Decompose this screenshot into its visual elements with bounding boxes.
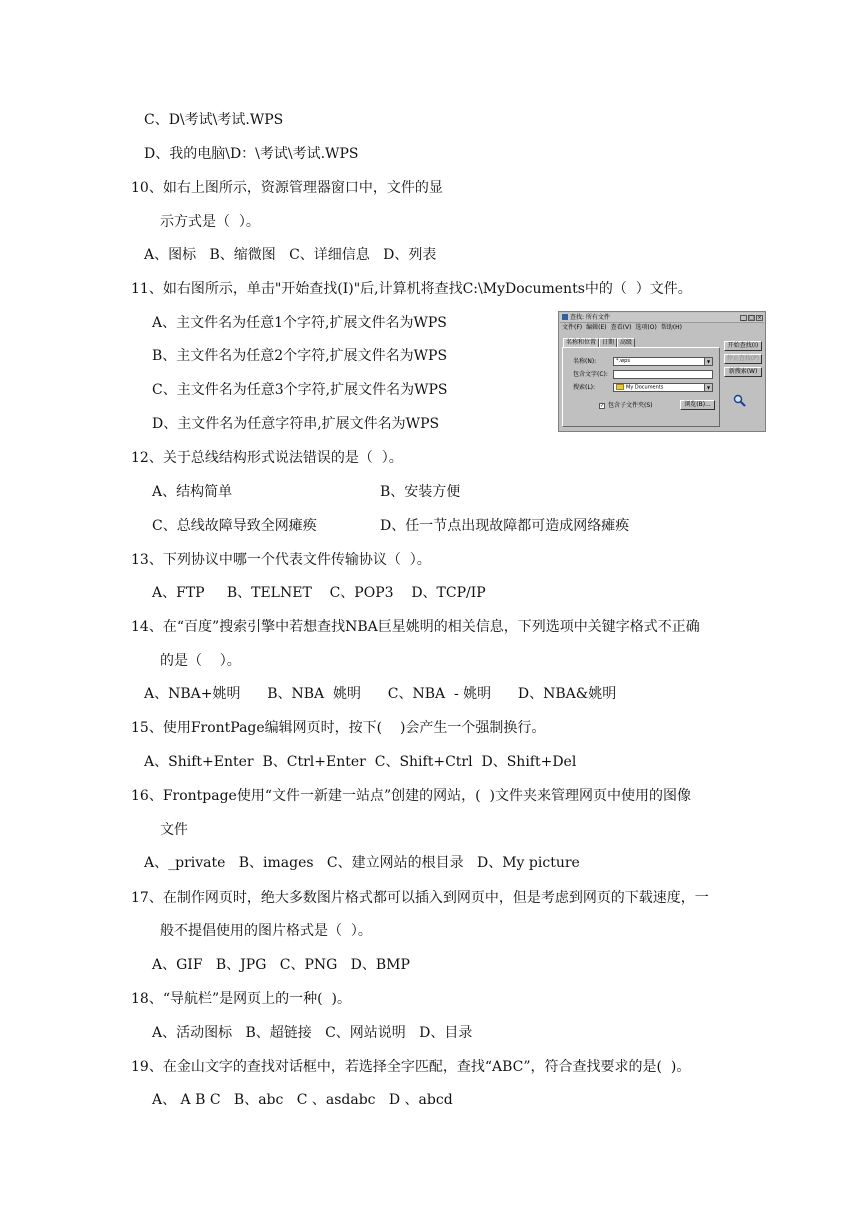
- folder-icon: [616, 384, 624, 390]
- chevron-down-icon[interactable]: ▼: [704, 384, 712, 391]
- question-line: 19、在金山文字的查找对话框中，若选择全字匹配，查找“ABC”，符合查找要求的是( )。: [131, 1059, 691, 1075]
- option-line: A、主文件名为任意1个字符,扩展文件名为WPS: [152, 315, 447, 331]
- dialog-title: 查找: 所有文件: [570, 314, 610, 321]
- question-line: 12、关于总线结构形式说法错误的是（ ）。: [131, 450, 403, 466]
- question-line: 13、下列协议中哪一个代表文件传输协议（ ）。: [131, 552, 431, 568]
- option-line: D、主文件名为任意字符串,扩展文件名为WPS: [152, 416, 440, 432]
- chevron-down-icon[interactable]: ▼: [704, 358, 712, 365]
- menu-file[interactable]: 文件(F): [562, 324, 583, 331]
- option-line: A、Shift+Enter B、Ctrl+Enter C、Shift+Ctrl D、Shift+Del: [144, 754, 577, 770]
- name-label: 名称(N):: [573, 358, 597, 365]
- search-app-icon: [562, 314, 568, 320]
- close-button[interactable]: ×: [757, 315, 762, 321]
- option-line: C、D\考试\考试.WPS: [144, 112, 284, 128]
- option-line: A、NBA+姚明 B、NBA 姚明 C、NBA - 姚明 D、NBA&姚明: [144, 686, 617, 702]
- menu-options[interactable]: 选项(O): [635, 324, 657, 331]
- option-line: A、活动图标 B、超链接 C、网站说明 D、目录: [152, 1025, 473, 1041]
- question-line: 11、如右图所示，单击"开始查找(I)"后,计算机将查找C:\MyDocuments中的（ ）文件。: [131, 281, 692, 297]
- question-line: 14、在“百度”搜索引擎中若想查找NBA巨星姚明的相关信息，下列选项中关键字格式不正确: [131, 619, 700, 635]
- option-line: B、安装方便: [380, 484, 461, 500]
- option-line: A、FTP B、TELNET C、POP3 D、TCP/IP: [152, 585, 486, 601]
- option-line: C、主文件名为任意3个字符,扩展文件名为WPS: [152, 382, 448, 398]
- dialog-menubar: [562, 324, 686, 332]
- question-line: 18、“导航栏”是网页上的一种( )。: [131, 991, 351, 1007]
- option-line: B、主文件名为任意2个字符,扩展文件名为WPS: [152, 348, 448, 364]
- question-line: 10、如右上图所示，资源管理器窗口中，文件的显: [131, 180, 443, 196]
- subfolders-checkbox[interactable]: ✓: [600, 403, 605, 409]
- contains-text-field[interactable]: [613, 370, 713, 379]
- maximize-button[interactable]: □: [749, 315, 754, 321]
- find-files-dialog: [558, 311, 766, 432]
- menu-view[interactable]: 查看(V): [610, 324, 632, 331]
- option-line: A、GIF B、JPG C、PNG D、BMP: [152, 957, 410, 973]
- magnifier-icon: [733, 394, 747, 408]
- tab-name-location[interactable]: 名称和位置: [563, 338, 599, 347]
- option-line: D、我的电脑\D：\考试\考试.WPS: [144, 146, 359, 162]
- option-line: C、总线故障导致全网瘫痪: [152, 518, 317, 534]
- option-line: A、 A B C B、abc C 、asdabc D 、abcd: [152, 1092, 453, 1108]
- name-field-value: *.wps: [616, 358, 630, 364]
- question-line: 15、使用FrontPage编辑网页时，按下( )会产生一个强制换行。: [131, 720, 546, 736]
- minimize-button[interactable]: _: [740, 315, 747, 321]
- option-line: A、_private B、images C、建立网站的根目录 D、My picture: [144, 855, 580, 871]
- find-now-button[interactable]: 开始查找(I): [724, 341, 762, 351]
- tab-advanced[interactable]: 高级: [617, 338, 635, 347]
- menu-help[interactable]: 帮助(H): [660, 324, 683, 331]
- menu-edit[interactable]: 编辑(E): [586, 324, 607, 331]
- subfolders-label: 包含子文件夹(S): [608, 402, 653, 409]
- search-in-select[interactable]: [613, 383, 713, 392]
- new-search-button[interactable]: 新搜索(W): [724, 367, 762, 377]
- question-line: 般不提倡使用的图片格式是（ ）。: [160, 923, 372, 939]
- dialog-tabs: [563, 338, 635, 347]
- stop-button[interactable]: 停止查找(P): [724, 354, 762, 364]
- option-line: D、任一节点出现故障都可造成网络瘫痪: [380, 518, 630, 534]
- tab-panel: [562, 347, 720, 427]
- name-field[interactable]: [613, 357, 713, 366]
- tab-date[interactable]: 日期: [599, 338, 617, 347]
- option-line: A、图标 B、缩微图 C、详细信息 D、列表: [144, 247, 437, 263]
- question-line: 文件: [160, 822, 188, 838]
- dialog-titlebar: [560, 313, 764, 323]
- browse-button[interactable]: 浏览(B)...: [680, 400, 715, 410]
- question-line: 17、在制作网页时，绝大多数图片格式都可以插入到网页中，但是考虑到网页的下载速度，一: [131, 890, 709, 906]
- search-in-value: My Documents: [626, 384, 664, 391]
- question-line: 示方式是（ ）。: [160, 214, 260, 230]
- question-line: 的是（ ）。: [160, 653, 241, 669]
- option-line: A、结构简单: [152, 484, 233, 500]
- contains-label: 包含文字(C):: [573, 371, 608, 378]
- search-in-label: 搜索(L):: [573, 384, 596, 391]
- question-line: 16、Frontpage使用“文件一新建一站点”创建的网站，( )文件夹来管理网页中使用的图像: [131, 788, 691, 804]
